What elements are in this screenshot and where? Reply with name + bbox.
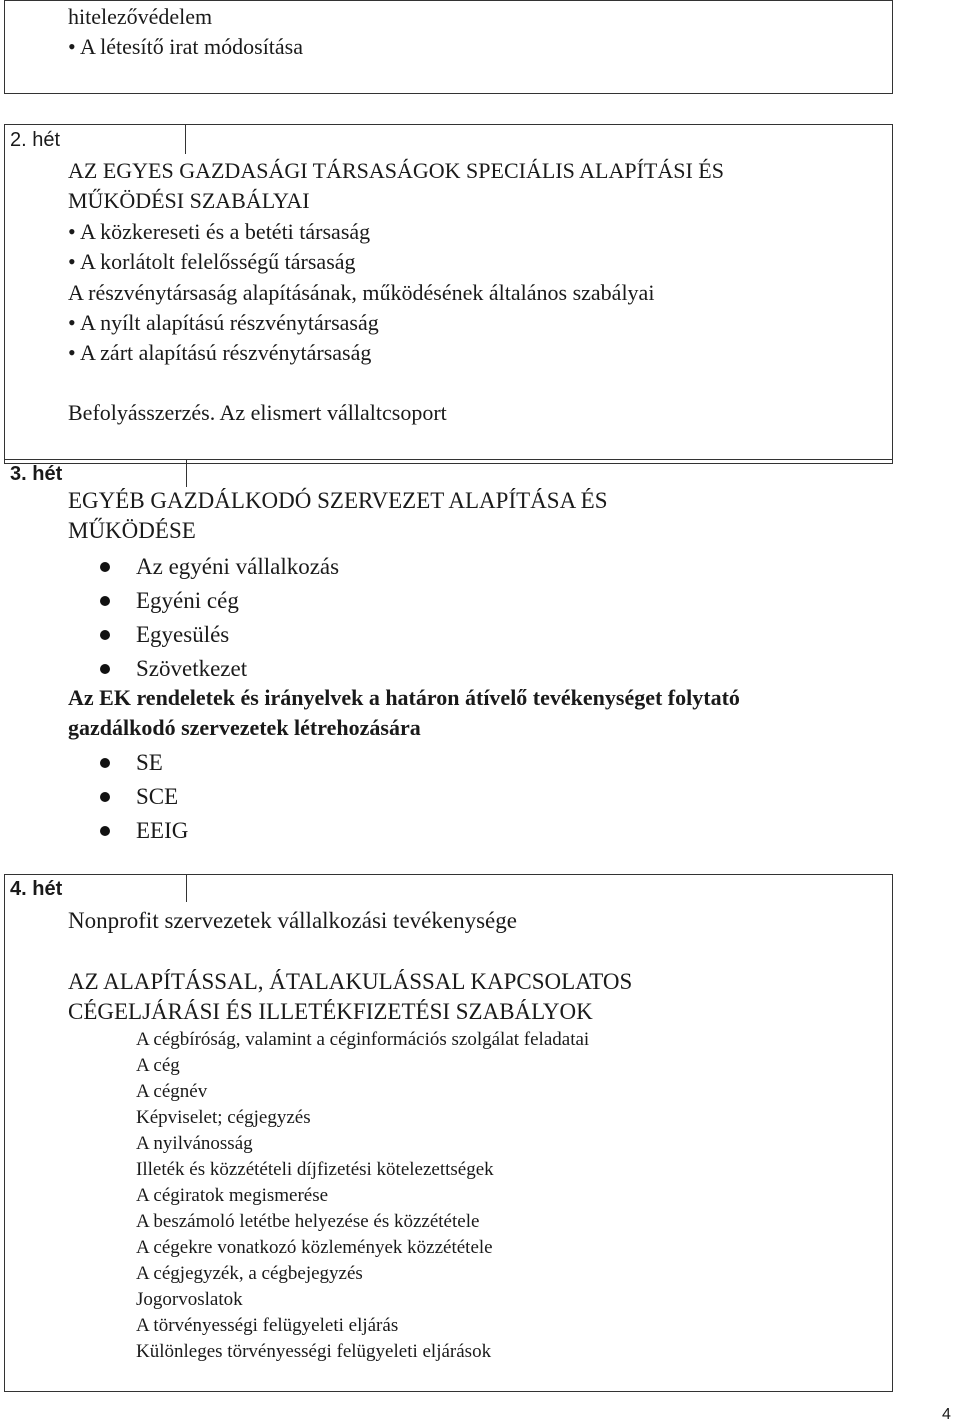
week3-bold-1: Az EK rendeletek és irányelvek a határon átívelő tevékenységet folytató (68, 685, 740, 710)
week2-line-5: • A zárt alapítású részvénytársaság (68, 340, 372, 365)
week3-item2-1: SE (136, 750, 163, 775)
week3-separator (4, 459, 893, 460)
bullet-icon (100, 826, 110, 836)
week3-item-2: Egyéni cég (136, 588, 239, 613)
week2-title-2: MŰKÖDÉSI SZABÁLYAI (68, 188, 310, 213)
week3-label-divider (186, 459, 187, 487)
week4-item-2: A cég (136, 1055, 180, 1076)
week4-item-10: A cégjegyzék, a cégbejegyzés (136, 1263, 363, 1284)
top-line-1: hitelezővédelem (68, 4, 213, 29)
week4-item-8: A beszámoló letétbe helyezése és közzététele (136, 1211, 480, 1232)
week4-item-9: A cégekre vonatkozó közlemények közzététele (136, 1237, 493, 1258)
top-line-2: • A létesítő irat módosítása (68, 34, 304, 59)
bullet-icon (100, 630, 110, 640)
week4-heading-2: CÉGELJÁRÁSI ÉS ILLETÉKFIZETÉSI SZABÁLYOK (68, 999, 593, 1024)
week4-item-13: Különleges törvényességi felügyeleti eljárások (136, 1341, 492, 1362)
week2-label: 2. hét (10, 129, 61, 151)
week4-heading-1: AZ ALAPÍTÁSSAL, ÁTALAKULÁSSAL KAPCSOLATOS (68, 969, 633, 994)
page-number: 4 (942, 1406, 951, 1423)
week3-label: 3. hét (10, 463, 63, 485)
week3-item-1: Az egyéni vállalkozás (136, 554, 340, 579)
week4-label-divider (186, 874, 187, 902)
week3-item2-2: SCE (136, 784, 179, 809)
week4-item-6: Illeték és közzétételi díjfizetési kötelezettségek (136, 1159, 494, 1180)
bullet-icon (100, 758, 110, 768)
week2-extra: Befolyásszerzés. Az elismert vállaltcsoport (68, 400, 447, 425)
week3-bold-2: gazdálkodó szervezetek létrehozására (68, 715, 421, 740)
week2-line-3: A részvénytársaság alapításának, működésének általános szabályai (68, 280, 655, 305)
week2-line-4: • A nyílt alapítású részvénytársaság (68, 310, 379, 335)
week4-label: 4. hét (10, 878, 63, 900)
week3-title-2: MŰKÖDÉSE (68, 518, 196, 543)
week3-item-3: Egyesülés (136, 622, 230, 647)
week2-line-1: • A közkereseti és a betéti társaság (68, 219, 371, 244)
week3-title-1: EGYÉB GAZDÁLKODÓ SZERVEZET ALAPÍTÁSA ÉS (68, 488, 608, 513)
week4-title: Nonprofit szervezetek vállalkozási tevékenysége (68, 908, 517, 933)
week4-item-11: Jogorvoslatok (136, 1289, 243, 1310)
bullet-icon (100, 562, 110, 572)
week4-item-7: A cégiratok megismerése (136, 1185, 329, 1206)
week3-item2-3: EEIG (136, 818, 189, 843)
bullet-icon (100, 792, 110, 802)
bullet-icon (100, 664, 110, 674)
week3-item-4: Szövetkezet (136, 656, 248, 681)
week2-title-1: AZ EGYES GAZDASÁGI TÁRSASÁGOK SPECIÁLIS ALAPÍTÁSI ÉS (68, 158, 724, 183)
week2-line-2: • A korlátolt felelősségű társaság (68, 249, 356, 274)
week4-item-3: A cégnév (136, 1081, 208, 1102)
week4-item-1: A cégbíróság, valamint a céginformációs szolgálat feladatai (136, 1029, 590, 1050)
week4-item-12: A törvényességi felügyeleti eljárás (136, 1315, 399, 1336)
week4-item-5: A nyilvánosság (136, 1133, 253, 1154)
bullet-icon (100, 596, 110, 606)
week4-item-4: Képviselet; cégjegyzés (136, 1107, 311, 1128)
